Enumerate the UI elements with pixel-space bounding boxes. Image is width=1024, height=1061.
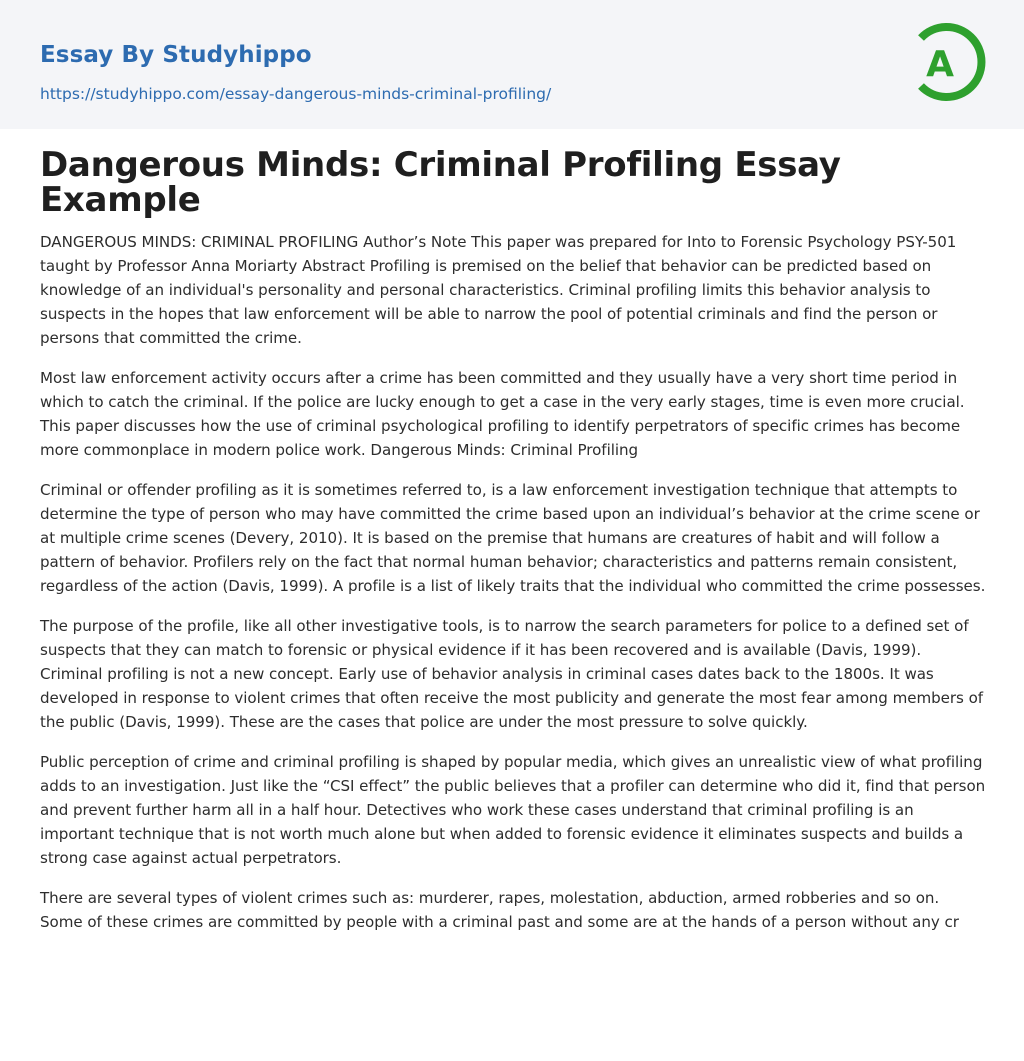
article-paragraph: There are several types of violent crimes such as: murderer, rapes, molestation, abduction, armed robberies and so on. Some of these crimes are committed by people with a criminal past and some are at the hands of a person without any cr [40,889,959,931]
site-brand[interactable]: Essay By Studyhippo [40,42,312,68]
article-paragraph: Public perception of crime and criminal profiling is shaped by popular media, which gives an unrealistic view of what profiling adds to an investigation. Just like the “CSI effect” the public believes that a profiler can determine who did it, find that person and prevent further harm all in a half hour. Detectives who work these cases understand that criminal profiling is an important technique that is not worth much alone but when added to forensic evidence it eliminates suspects and builds a strong case against actual perpetrators. [40,753,986,867]
logo-letter: A [926,44,954,85]
article [40,145,986,950]
article-url-link[interactable]: https://studyhippo.com/essay-dangerous-minds-criminal-profiling/ [40,85,552,103]
studyhippo-logo-icon[interactable] [908,18,988,106]
site-header [0,0,1024,129]
article-paragraph: DANGEROUS MINDS: CRIMINAL PROFILING Author’s Note This paper was prepared for Into to Forensic Psychology PSY-501 taught by Professor Anna Moriarty Abstract Profiling is premised on the belief that behavior can be predicted based on knowledge of an individual's personality and personal characteristics. Criminal profiling limits this behavior analysis to suspects in the hopes that law enforcement will be able to narrow the pool of potential criminals and find the person or persons that committed the crime. [40,233,957,347]
article-paragraph: Criminal or offender profiling as it is sometimes referred to, is a law enforcement investigation technique that attempts to determine the type of person who may have committed the crime based upon an individual’s behavior at the crime scene or at multiple crime scenes (Devery, 2010). It is based on the premise that humans are creatures of habit and will follow a pattern of behavior. Profilers rely on the fact that normal human behavior; characteristics and patterns remain consistent, regardless of the action (Davis, 1999). A profile is a list of likely traits that the individual who committed the crime possesses. [40,481,986,595]
article-paragraph: The purpose of the profile, like all other investigative tools, is to narrow the search parameters for police to a defined set of suspects that they can match to forensic or physical evidence if it has been recovered and is available (Davis, 1999). Criminal profiling is not a new concept. Early use of behavior analysis in criminal cases dates back to the 1800s. It was developed in response to violent crimes that often receive the most publicity and generate the most fear among members of the public (Davis, 1999). These are the cases that police are under the most pressure to solve quickly. [40,617,984,731]
article-paragraph: Most law enforcement activity occurs after a crime has been committed and they usually have a very short time period in which to catch the criminal. If the police are lucky enough to get a case in the very early stages, time is even more crucial. This paper discusses how the use of criminal psychological profiling to identify perpetrators of specific crimes has become more commonplace in modern police work. Dangerous Minds: Criminal Profiling [40,369,965,459]
article-title: Dangerous Minds: Criminal Profiling Essay Example [40,145,841,220]
